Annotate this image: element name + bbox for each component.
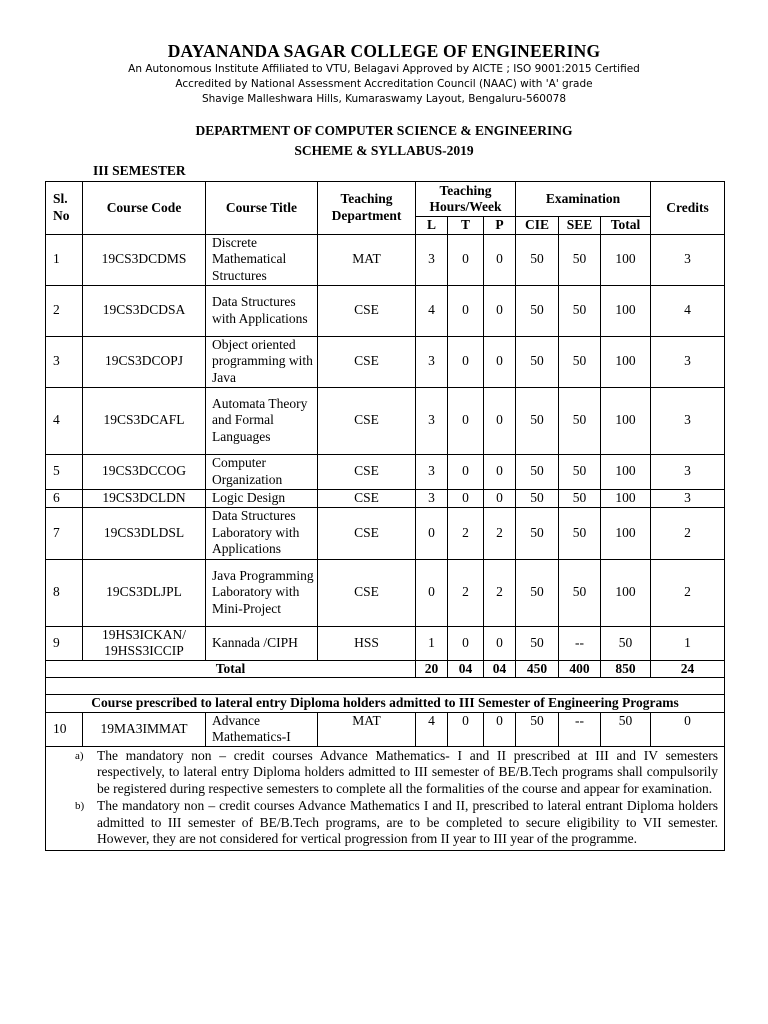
header-course-code: Course Code — [83, 182, 206, 235]
cell-total: 100 — [601, 336, 651, 387]
cell-see: 50 — [559, 234, 601, 285]
cell-p: 2 — [484, 507, 516, 559]
cell-credits: 2 — [651, 559, 725, 626]
scheme-title: SCHEME & SYLLABUS-2019 — [294, 143, 474, 158]
cell-sl: 8 — [46, 559, 83, 626]
header-t: T — [448, 217, 484, 235]
cell-cie: 50 — [516, 559, 559, 626]
cell-department: CSE — [318, 507, 416, 559]
cell-see: 50 — [559, 507, 601, 559]
note-b — [46, 798, 718, 848]
cell-l: 0 — [416, 507, 448, 559]
total-row — [46, 660, 725, 678]
cell-cie: 50 — [516, 489, 559, 507]
cell-cie: 50 — [516, 454, 559, 489]
note-a — [46, 748, 718, 798]
cell-t: 0 — [448, 712, 484, 746]
cell-credits: 2 — [651, 507, 725, 559]
cell-p: 0 — [484, 626, 516, 660]
cell-l: 4 — [416, 712, 448, 746]
cell-credits: 0 — [651, 712, 725, 746]
cell-credits: 4 — [651, 285, 725, 336]
college-affiliation: An Autonomous Institute Affiliated to VTU, Belagavi Approved by AICTE ; ISO 9001:2015 Certified — [128, 63, 640, 75]
cell-course-title: Automata Theory and Formal Languages — [206, 387, 318, 454]
cell-course-code: 19MA3IMMAT — [83, 712, 206, 746]
table-row — [46, 489, 725, 507]
cell-cie: 50 — [516, 234, 559, 285]
note-b-text: The mandatory non – credit courses Advance Mathematics I and II, prescribed to lateral entrant Diploma holders admitted to III semester of BE/B.Tech programs, are to be completed to secure eligibility to VII semester. However, they are not considered for vertical progression from II year to III year of the programme. — [97, 798, 719, 847]
cell-course-title: Advance Mathematics-I — [206, 712, 318, 746]
cell-cie: 50 — [516, 336, 559, 387]
header-sl: Sl. No — [46, 182, 83, 235]
cell-see: 50 — [559, 285, 601, 336]
header-l: L — [416, 217, 448, 235]
cell-l: 0 — [416, 559, 448, 626]
cell-course-title: Computer Organization — [206, 454, 318, 489]
cell-cie: 50 — [516, 712, 559, 746]
cell-cie: 50 — [516, 507, 559, 559]
cell-l: 1 — [416, 626, 448, 660]
cell-p: 0 — [484, 712, 516, 746]
cell-p: 0 — [484, 387, 516, 454]
department-title: DEPARTMENT OF COMPUTER SCIENCE & ENGINEERING — [195, 123, 573, 138]
college-name: DAYANANDA SAGAR COLLEGE OF ENGINEERING — [167, 41, 601, 61]
cell-course-title: Logic Design — [206, 489, 318, 507]
cell-sl: 6 — [46, 489, 83, 507]
college-accreditation: Accredited by National Assessment Accreditation Council (NAAC) with 'A' grade — [175, 78, 593, 90]
cell-course-code: 19CS3DCDSA — [83, 285, 206, 336]
cell-course-title: Data Structures Laboratory with Applications — [206, 507, 318, 559]
cell-sl: 9 — [46, 626, 83, 660]
cell-see: 50 — [559, 454, 601, 489]
cell-course-code: 19HS3ICKAN/ 19HSS3ICCIP — [83, 626, 206, 660]
cell-department: CSE — [318, 454, 416, 489]
header-teaching-hours: Teaching Hours/Week — [416, 182, 516, 217]
table-row — [46, 626, 725, 660]
cell-department: CSE — [318, 336, 416, 387]
header-row — [46, 182, 725, 217]
cell-course-title: Java Programming Laboratory with Mini-Project — [206, 559, 318, 626]
college-address: Shavige Malleshwara Hills, Kumaraswamy Layout, Bengaluru-560078 — [201, 93, 567, 105]
cell-l: 3 — [416, 489, 448, 507]
notes-cell — [46, 746, 725, 851]
cell-course-title: Kannada /CIPH — [206, 626, 318, 660]
cell-t: 2 — [448, 559, 484, 626]
header-cie: CIE — [516, 217, 559, 235]
cell-course-code: 19CS3DCAFL — [83, 387, 206, 454]
cell-department: MAT — [318, 234, 416, 285]
header-course-title: Course Title — [206, 182, 318, 235]
cell-total: 100 — [601, 285, 651, 336]
cell-cie: 50 — [516, 626, 559, 660]
total-label: Total — [46, 660, 416, 678]
cell-department: CSE — [318, 559, 416, 626]
table-row — [46, 454, 725, 489]
cell-l: 3 — [416, 387, 448, 454]
cell-sl: 4 — [46, 387, 83, 454]
cell-l: 3 — [416, 336, 448, 387]
total-l: 20 — [416, 660, 448, 678]
cell-credits: 3 — [651, 387, 725, 454]
table-row — [46, 507, 725, 559]
header-credits: Credits — [651, 182, 725, 235]
note-a-text: The mandatory non – credit courses Advance Mathematics- I and II prescribed at III and IV semesters respectively, to lateral entry Diploma holders admitted to III semester of BE/B.Tech programs shall compulsorily be registered during respective semesters to complete all the formalities of the course and appear for examination. — [97, 747, 719, 796]
cell-l: 3 — [416, 234, 448, 285]
cell-department: CSE — [318, 489, 416, 507]
cell-p: 0 — [484, 234, 516, 285]
table-row — [46, 336, 725, 387]
cell-t: 2 — [448, 507, 484, 559]
cell-cie: 50 — [516, 387, 559, 454]
cell-p: 0 — [484, 336, 516, 387]
cell-l: 4 — [416, 285, 448, 336]
cell-sl: 10 — [46, 712, 83, 746]
total-credits: 24 — [651, 660, 725, 678]
cell-credits: 3 — [651, 336, 725, 387]
cell-t: 0 — [448, 489, 484, 507]
total-cie: 450 — [516, 660, 559, 678]
cell-total: 100 — [601, 387, 651, 454]
cell-p: 2 — [484, 559, 516, 626]
cell-total: 100 — [601, 234, 651, 285]
cell-sl: 7 — [46, 507, 83, 559]
note-b-marker: b) — [75, 800, 85, 813]
header-teaching-department: Teaching Department — [318, 182, 416, 235]
cell-t: 0 — [448, 626, 484, 660]
header-total: Total — [601, 217, 651, 235]
header-see: SEE — [559, 217, 601, 235]
blank-row — [46, 678, 725, 695]
table-row — [46, 234, 725, 285]
course-scheme-table — [45, 181, 725, 851]
table-row — [46, 285, 725, 336]
cell-course-code: 19CS3DLDSL — [83, 507, 206, 559]
cell-credits: 3 — [651, 489, 725, 507]
note-a-marker: a) — [75, 749, 84, 762]
total-see: 400 — [559, 660, 601, 678]
cell-course-code: 19CS3DCLDN — [83, 489, 206, 507]
cell-see: 50 — [559, 559, 601, 626]
cell-course-code: 19CS3DCCOG — [83, 454, 206, 489]
cell-course-code: 19CS3DCDMS — [83, 234, 206, 285]
cell-sl: 3 — [46, 336, 83, 387]
blank-cell — [46, 678, 725, 695]
cell-see: 50 — [559, 336, 601, 387]
cell-total: 100 — [601, 489, 651, 507]
cell-p: 0 — [484, 454, 516, 489]
cell-p: 0 — [484, 285, 516, 336]
total-p: 04 — [484, 660, 516, 678]
total-t: 04 — [448, 660, 484, 678]
table-row — [46, 559, 725, 626]
lateral-heading-row — [46, 695, 725, 713]
cell-total: 100 — [601, 454, 651, 489]
lateral-entry-heading: Course prescribed to lateral entry Diploma holders admitted to III Semester of Engineering Programs — [46, 695, 725, 713]
notes-row — [46, 746, 725, 851]
cell-total: 100 — [601, 559, 651, 626]
cell-total: 50 — [601, 626, 651, 660]
cell-credits: 1 — [651, 626, 725, 660]
cell-t: 0 — [448, 336, 484, 387]
cell-t: 0 — [448, 285, 484, 336]
cell-cie: 50 — [516, 285, 559, 336]
cell-see: 50 — [559, 387, 601, 454]
table-row — [46, 387, 725, 454]
cell-credits: 3 — [651, 234, 725, 285]
cell-course-code: 19CS3DCOPJ — [83, 336, 206, 387]
cell-t: 0 — [448, 454, 484, 489]
total-total: 850 — [601, 660, 651, 678]
semester-label: III SEMESTER — [93, 163, 186, 178]
cell-p: 0 — [484, 489, 516, 507]
cell-total: 100 — [601, 507, 651, 559]
cell-department: MAT — [318, 712, 416, 746]
cell-credits: 3 — [651, 454, 725, 489]
cell-course-title: Data Structures with Applications — [206, 285, 318, 336]
cell-course-title: Discrete Mathematical Structures — [206, 234, 318, 285]
cell-total: 50 — [601, 712, 651, 746]
header-examination: Examination — [516, 182, 651, 217]
cell-t: 0 — [448, 387, 484, 454]
cell-sl: 2 — [46, 285, 83, 336]
cell-see: -- — [559, 626, 601, 660]
cell-department: CSE — [318, 285, 416, 336]
cell-course-code: 19CS3DLJPL — [83, 559, 206, 626]
lateral-row — [46, 712, 725, 746]
cell-department: HSS — [318, 626, 416, 660]
header-p: P — [484, 217, 516, 235]
cell-sl: 1 — [46, 234, 83, 285]
cell-l: 3 — [416, 454, 448, 489]
cell-course-title: Object oriented programming with Java — [206, 336, 318, 387]
cell-t: 0 — [448, 234, 484, 285]
cell-department: CSE — [318, 387, 416, 454]
cell-see: 50 — [559, 489, 601, 507]
cell-sl: 5 — [46, 454, 83, 489]
cell-see: -- — [559, 712, 601, 746]
